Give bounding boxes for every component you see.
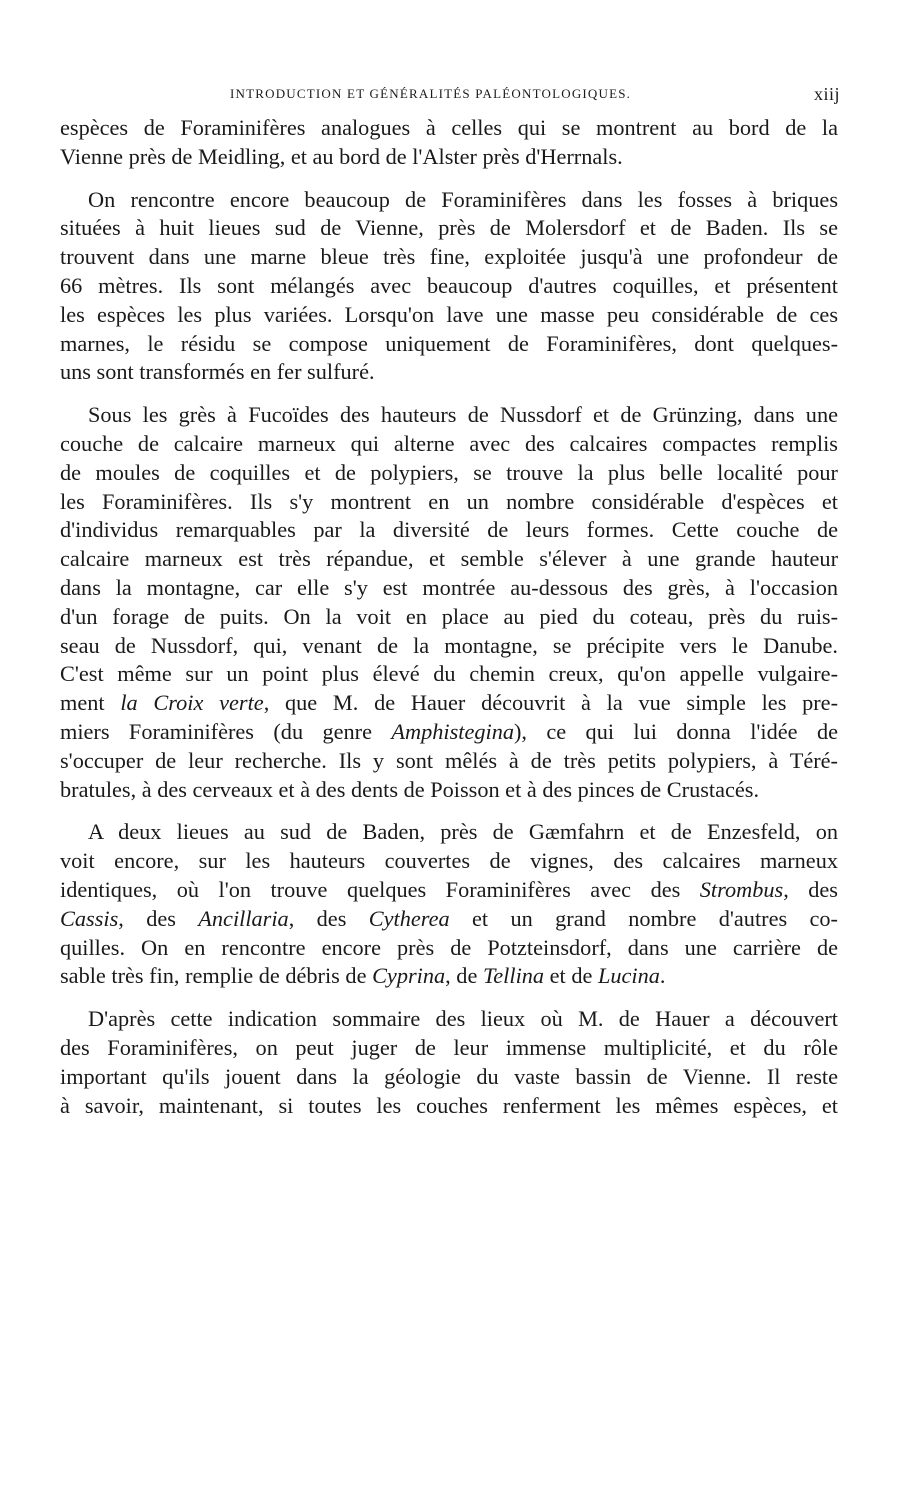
- text-segment: ment: [60, 690, 121, 716]
- text-line: [60, 330, 838, 359]
- text-segment: dans la montagne, car elle s'y est montrée au-dessous des grès, à l'occasion: [60, 574, 838, 600]
- text-line: [60, 776, 838, 805]
- italic-term: Lucina: [597, 963, 660, 989]
- text-segment: quilles. On en rencontre encore près de Potzteinsdorf, dans une carrière de: [60, 934, 838, 960]
- text-line: [60, 301, 838, 330]
- text-line: [60, 243, 838, 272]
- text-segment: les espèces les plus variées. Lorsqu'on lave une masse peu considérable de ces: [60, 301, 838, 327]
- text-segment: bratules, à des cerveaux et à des dents de Poisson et à des pinces de Crustacés.: [60, 776, 760, 802]
- text-segment: sable très fin, remplie de débris de: [60, 963, 373, 989]
- italic-term: Cyprina: [372, 963, 446, 989]
- text-line: [60, 186, 838, 215]
- page-number: xiij: [813, 84, 840, 104]
- text-segment: trouvent dans une marne bleue très fine, exploitée jusqu'à une profondeur de: [60, 244, 838, 270]
- text-segment: D'après cette indication sommaire des lieux où M. de Hauer a découvert: [88, 1006, 838, 1032]
- running-title: INTRODUCTION ET GÉNÉRALITÉS PALÉONTOLOGIQUES.: [230, 86, 632, 101]
- text-segment: des Foraminifères, on peut juger de leur immense multiplicité, et du rôle: [60, 1034, 838, 1060]
- text-segment: voit encore, sur les hauteurs couvertes de vignes, des calcaires marneux: [60, 848, 838, 874]
- italic-term: Strombus: [699, 876, 784, 902]
- text-segment: identiques, où l'on trouve quelques Foraminifères avec des: [60, 876, 700, 902]
- paragraph: [60, 114, 838, 172]
- text-line: [60, 143, 838, 172]
- text-segment: situées à huit lieues sud de Vienne, près de Molersdorf et de Baden. Ils se: [60, 215, 838, 241]
- text-line: [60, 962, 838, 991]
- text-segment: uns sont transformés en fer sulfuré.: [60, 359, 375, 385]
- text-line: [60, 876, 838, 905]
- text-segment: ), ce qui lui donna l'idée de: [514, 718, 838, 744]
- text-segment: A deux lieues au sud de Baden, près de Gæmfahrn et de Enzesfeld, on: [88, 819, 838, 845]
- text-line: [60, 574, 838, 603]
- text-line: [60, 632, 838, 661]
- italic-term: la Croix verte: [120, 690, 264, 716]
- text-segment: de moules de coquilles et de polypiers, se trouve la plus belle localité pour: [60, 459, 838, 485]
- text-line: [60, 1063, 838, 1092]
- italic-term: Amphistegina: [391, 718, 514, 744]
- text-line: [60, 358, 838, 387]
- text-segment: , des: [118, 905, 199, 931]
- paragraph: [60, 818, 838, 991]
- text-segment: les Foraminifères. Ils s'y montrent en un nombre considérable d'espèces et: [60, 488, 838, 514]
- text-line: [60, 1005, 838, 1034]
- italic-term: Cassis: [60, 905, 119, 931]
- text-segment: On rencontre encore beaucoup de Foraminifères dans les fosses à briques: [88, 186, 838, 212]
- paragraph: [60, 186, 838, 388]
- text-segment: , des: [783, 876, 838, 902]
- italic-term: Ancillaria: [198, 905, 289, 931]
- text-segment: marnes, le résidu se compose uniquement de Foraminifères, dont quelques-: [60, 330, 838, 356]
- paragraph: [60, 1005, 838, 1120]
- text-segment: 66 mètres. Ils sont mélangés avec beaucoup d'autres coquilles, et présentent: [60, 272, 838, 298]
- text-segment: et un grand nombre d'autres co-: [449, 905, 838, 931]
- text-line: [60, 114, 838, 143]
- text-line: [60, 459, 838, 488]
- text-segment: miers Foraminifères (du genre: [60, 718, 392, 744]
- text-line: [60, 818, 838, 847]
- text-segment: Vienne près de Meidling, et au bord de l'Alster près d'Herrnals.: [60, 143, 623, 169]
- text-segment: et de: [544, 963, 598, 989]
- text-line: [60, 660, 838, 689]
- text-segment: couche de calcaire marneux qui alterne avec des calcaires compactes remplis: [60, 430, 838, 456]
- text-segment: , des: [288, 905, 369, 931]
- text-line: [60, 214, 838, 243]
- text-line: [60, 272, 838, 301]
- text-body: [60, 114, 838, 1134]
- text-line: [60, 545, 838, 574]
- text-segment: , que M. de Hauer découvrit à la vue simple les pre-: [263, 690, 839, 716]
- text-line: [60, 1092, 838, 1121]
- italic-term: Cytherea: [368, 905, 450, 931]
- text-line: [60, 401, 838, 430]
- text-segment: calcaire marneux est très répandue, et semble s'élever à une grande hauteur: [60, 546, 838, 572]
- text-segment: s'occuper de leur recherche. Ils y sont mêlés à de très petits polypiers, à Téré-: [60, 747, 838, 773]
- text-line: [60, 718, 838, 747]
- text-segment: , de: [445, 963, 483, 989]
- text-segment: à savoir, maintenant, si toutes les couches renferment les mêmes espèces, et: [60, 1092, 838, 1118]
- text-line: [60, 488, 838, 517]
- running-header: [60, 86, 840, 110]
- text-line: [60, 516, 838, 545]
- text-segment: important qu'ils jouent dans la géologie du vaste bassin de Vienne. Il reste: [60, 1063, 838, 1089]
- text-line: [60, 905, 838, 934]
- text-segment: espèces de Foraminifères analogues à celles qui se montrent au bord de la: [60, 115, 838, 140]
- text-segment: Sous les grès à Fucoïdes des hauteurs de Nussdorf et de Grünzing, dans une: [88, 402, 838, 428]
- text-line: [60, 747, 838, 776]
- text-line: [60, 847, 838, 876]
- text-line: [60, 430, 838, 459]
- text-segment: .: [659, 963, 666, 989]
- text-line: [60, 934, 838, 963]
- text-segment: seau de Nussdorf, qui, venant de la montagne, se précipite vers le Danube.: [60, 632, 838, 658]
- text-segment: C'est même sur un point plus élevé du chemin creux, qu'on appelle vulgaire-: [60, 661, 838, 687]
- text-segment: d'un forage de puits. On la voit en place au pied du coteau, près du ruis-: [60, 603, 838, 629]
- paragraph: [60, 401, 838, 804]
- text-line: [60, 603, 838, 632]
- text-segment: d'individus remarquables par la diversité de leurs formes. Cette couche de: [60, 517, 838, 543]
- text-line: [60, 689, 838, 718]
- text-line: [60, 1034, 838, 1063]
- italic-term: Tellina: [482, 963, 545, 989]
